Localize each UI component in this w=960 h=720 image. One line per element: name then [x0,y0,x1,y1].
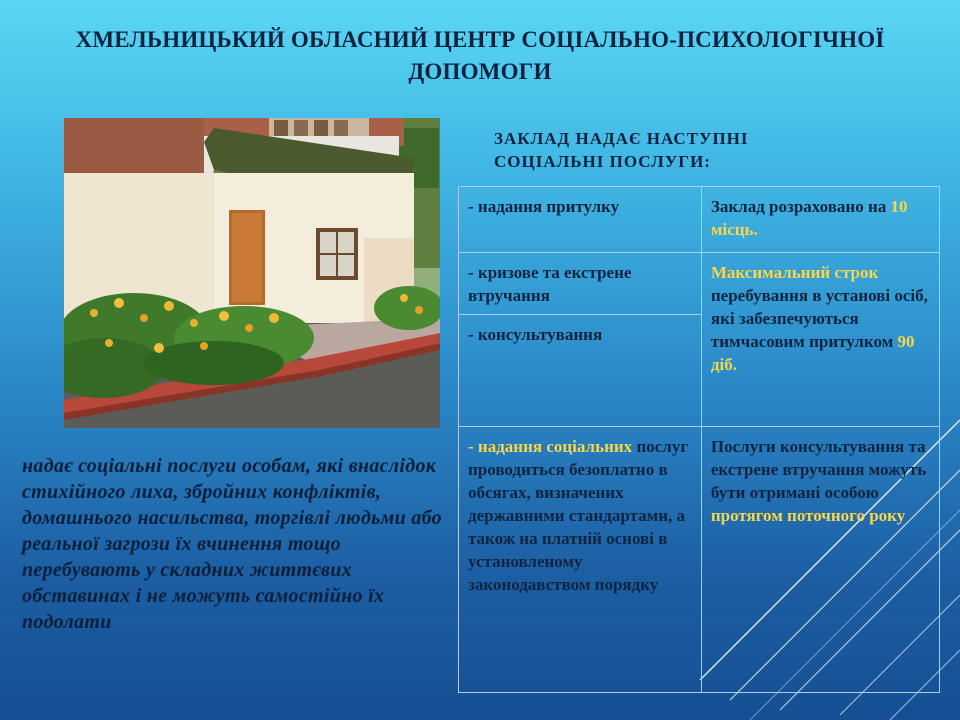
slide-title [0,24,960,88]
info-capacity-highlight: 10 місць. [710,197,908,239]
info-period-highlight: протягом поточного року [710,506,906,525]
service-shelter-text: - надання притулку [468,197,620,216]
service-terms-highlight: - надання соціальних [468,437,633,456]
title-line-1: ХМЕЛЬНИЦЬКИЙ ОБЛАСНИЙ ЦЕНТР СОЦІАЛЬНО-ПСИХОЛОГІЧНОЇ [75,27,885,52]
services-heading [494,127,749,173]
building-photo [64,118,440,428]
services-heading-line-2: СОЦІАЛЬНІ ПОСЛУГИ: [494,152,711,171]
info-max-stay-text: перебування в установі осіб, які забезпечуються тимчасовим притулком [710,286,928,351]
table-row [459,253,940,315]
info-max-stay-highlight: Максимальний строк [710,263,879,282]
title-line-2: ДОПОМОГИ [408,59,552,84]
table-row [459,187,940,253]
service-consulting-text: - консультування [468,325,603,344]
services-table [458,186,940,693]
table-row [459,427,940,693]
info-period [701,427,939,693]
service-terms [459,427,702,693]
service-terms-text: послуг проводиться безоплатно в обсягах, визначених державними стандартами, а також на платній основі в установленому законодавством порядку [468,437,689,594]
info-capacity [701,187,939,253]
info-max-stay [701,253,939,427]
description-text: надає соціальні послуги особам, які внаслідок стихійного лиха, збройних конфліктів, домашнього насильства, торгівлі людьми або реальної загрози їх вчинення тощо перебувають у складних життєвих обставинах і не можуть самостійно їх подолати [22,455,442,633]
info-max-stay-days: 90 діб. [710,332,915,374]
service-consulting [459,315,702,427]
info-period-text: Послуги консультування та екстрене втручання можуть бути отримані особою [710,437,927,502]
info-capacity-text: Заклад розраховано на [710,197,891,216]
service-crisis-text: - кризове та екстрене втручання [468,263,632,305]
service-crisis [459,253,702,315]
service-shelter [459,187,702,253]
services-heading-line-1: ЗАКЛАД НАДАЄ НАСТУПНІ [494,129,749,148]
